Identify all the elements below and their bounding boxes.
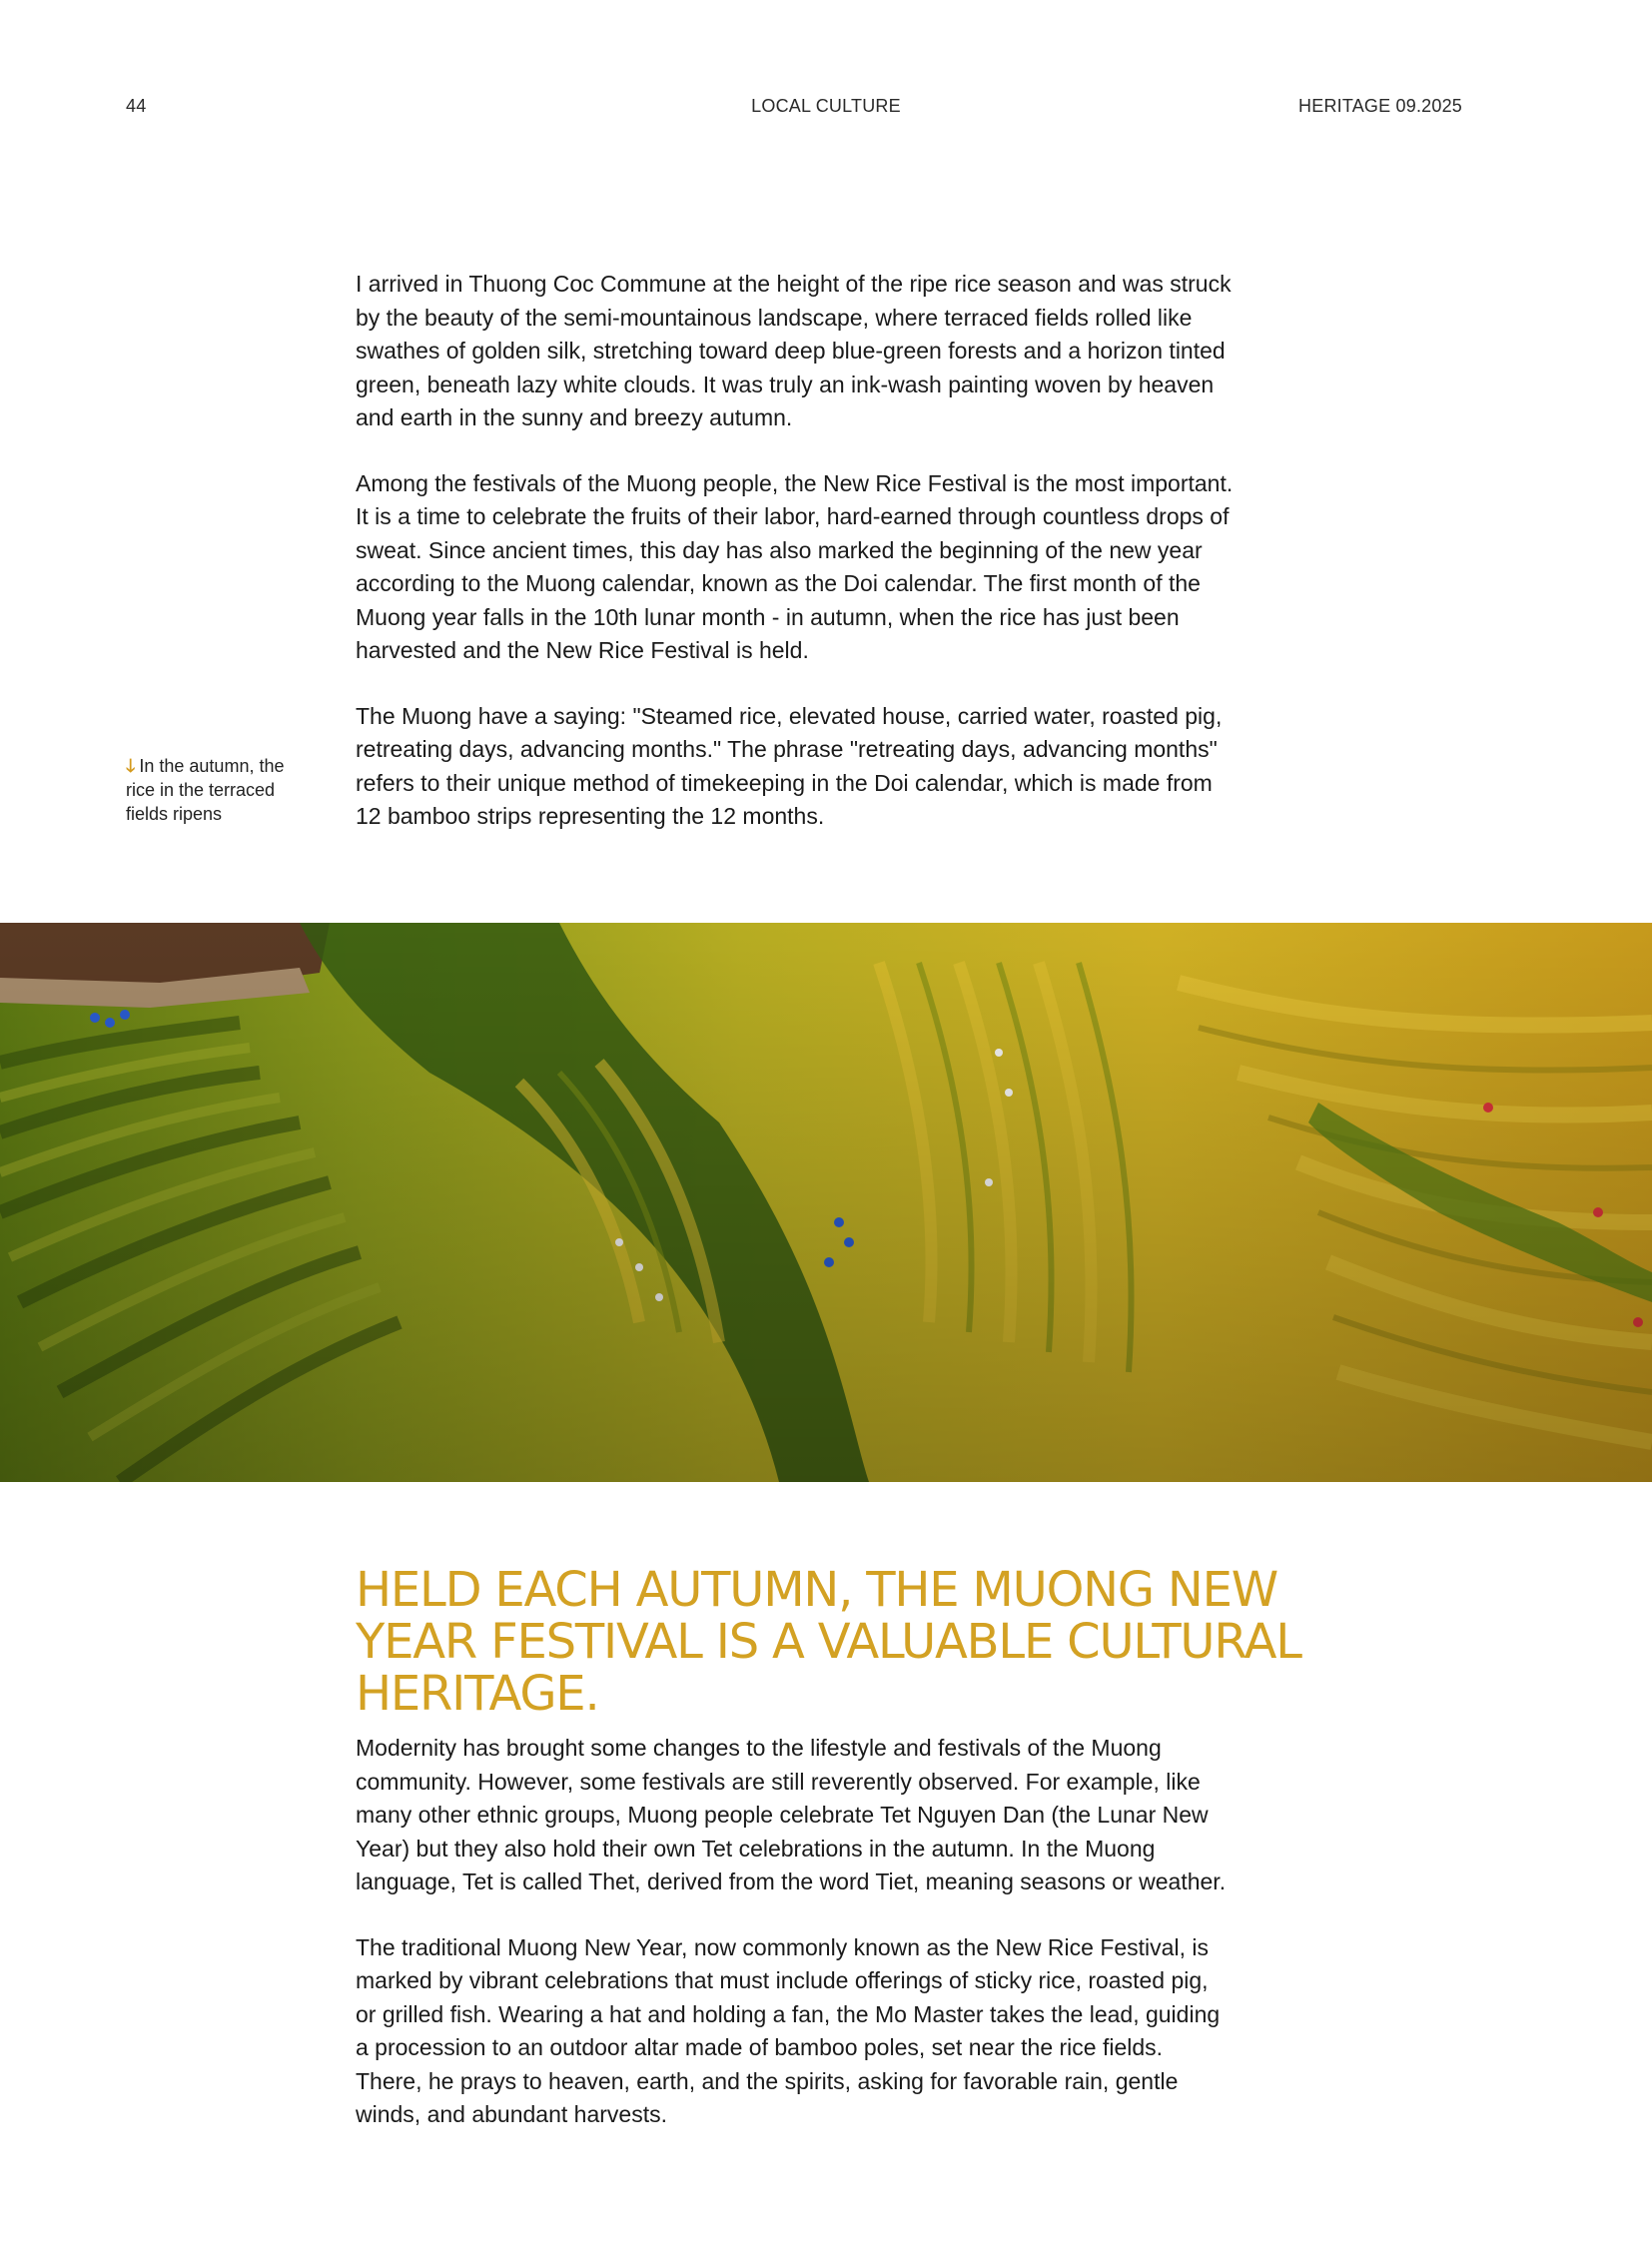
closing-text bbox=[356, 1732, 1235, 2164]
paragraph: Modernity has brought some changes to the lifestyle and festivals of the Muong community. However, some festivals are still reverently observed. For example, like many other ethnic groups, Muong people celebrate Tet Nguyen Dan (the Lunar New Year) but they also hold their own Tet celebrations in the autumn. In the Muong language, Tet is called Thet, derived from the word Tiet, meaning seasons or weather. bbox=[356, 1735, 1227, 1894]
caption-text: In the autumn, the rice in the terraced fields ripens bbox=[126, 756, 285, 824]
paragraph: The Muong have a saying: "Steamed rice, elevated house, carried water, roasted pig, retreating days, advancing months." The phrase "retreating days, advancing months" refers to their unique method of timekeeping in the Doi calendar, which is made from 12 bamboo strips representing the 12 months. bbox=[356, 702, 1223, 829]
rice-terraces-photo bbox=[0, 923, 1652, 1482]
issue-label: HERITAGE 09.2025 bbox=[1298, 96, 1462, 116]
pull-quote: HELD EACH AUTUMN, THE MUONG NEW YEAR FESTIVAL IS A VALUABLE CULTURAL HERITAGE. bbox=[356, 1562, 1301, 1722]
paragraph: The traditional Muong New Year, now commonly known as the New Rice Festival, is marked by vibrant celebrations that must include offerings of sticky rice, roasted pig, or grilled fish. Wearing a hat and holding a fan, the Mo Master takes the lead, guiding a procession to an outdoor altar made of bamboo poles, set near the rice fields. There, he prays to heaven, earth, and the spirits, asking for favorable rain, gentle winds, and abundant harvests. bbox=[356, 1933, 1221, 2127]
page-number: 44 bbox=[126, 96, 147, 116]
photo-caption bbox=[126, 754, 301, 826]
arrow-down-icon: 🡓 bbox=[126, 756, 136, 776]
section-title: LOCAL CULTURE bbox=[751, 96, 901, 116]
paragraph: I arrived in Thuong Coc Commune at the height of the ripe rice season and was struck by the beauty of the semi-mountainous landscape, where terraced fields rolled like swathes of golden silk, stretching toward deep blue-green forests and a horizon tinted green, beneath lazy white clouds. It was truly an ink-wash painting woven by heaven and earth in the sunny and breezy autumn. bbox=[356, 271, 1232, 430]
intro-text bbox=[356, 268, 1235, 866]
paragraph: Among the festivals of the Muong people, the New Rice Festival is the most important. It is a time to celebrate the fruits of their labor, hard-earned through countless drops of sweat. Since ancient times, this day has also marked the beginning of the new year according to the Muong calendar, known as the Doi calendar. The first month of the Muong year falls in the 10th lunar month - in autumn, when the rice has just been harvested and the New Rice Festival is held. bbox=[356, 469, 1234, 663]
